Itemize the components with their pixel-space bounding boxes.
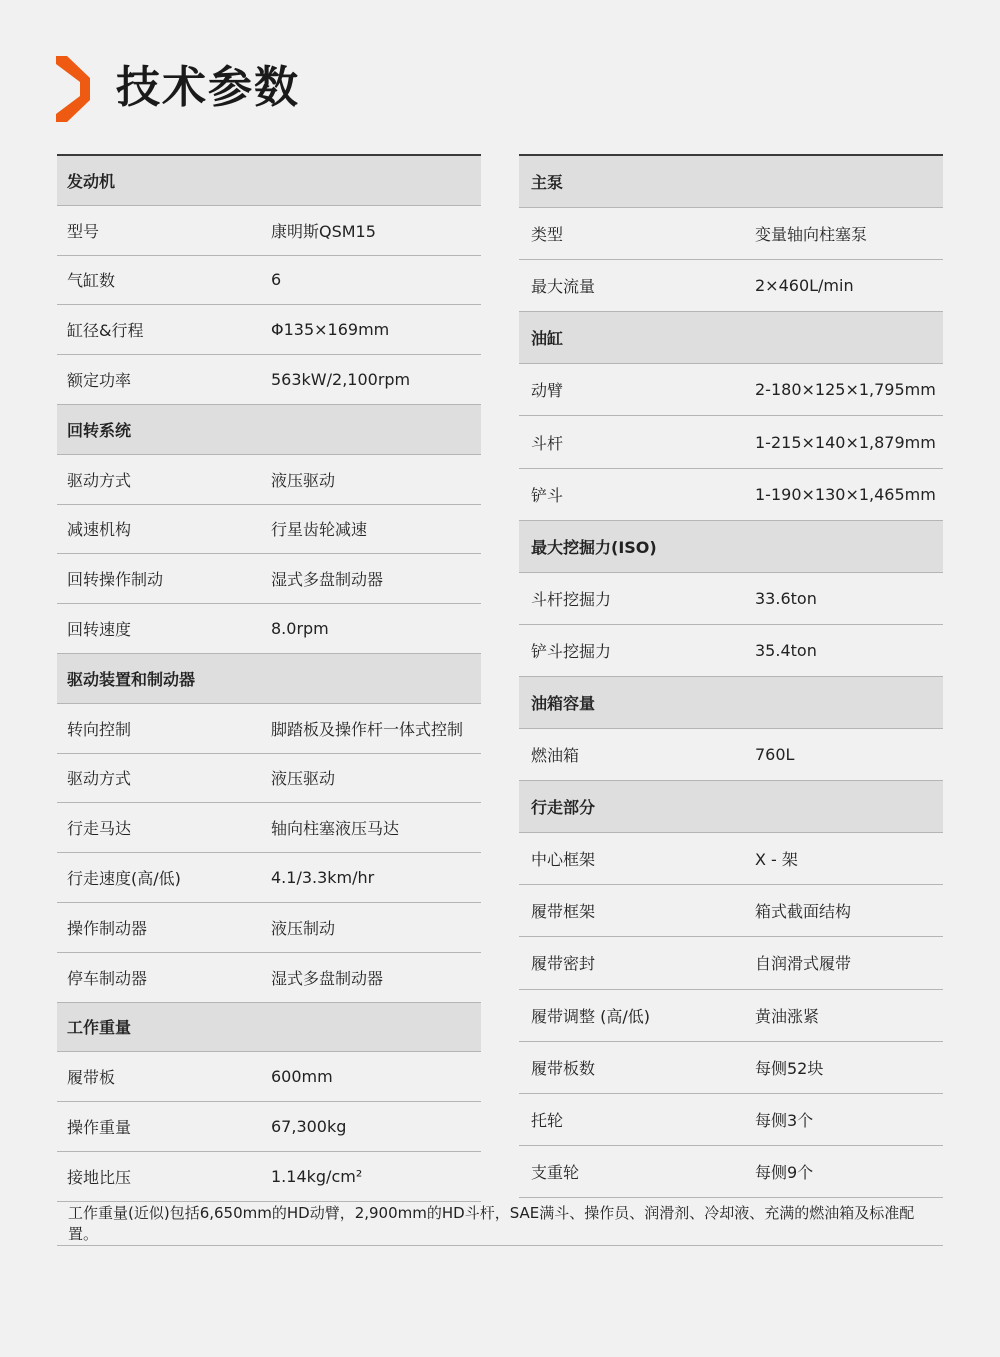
spec-value: 每侧52块 — [755, 1058, 824, 1078]
spec-label: 燃油箱 — [531, 746, 580, 766]
section-header — [57, 405, 481, 455]
section-title: 油箱容量 — [531, 693, 596, 713]
section-title: 最大挖掘力(ISO) — [531, 537, 657, 557]
spec-label: 履带密封 — [531, 954, 596, 974]
spec-row — [519, 469, 943, 521]
spec-value: 湿式多盘制动器 — [271, 570, 384, 590]
spec-row — [519, 416, 943, 468]
spec-label: 操作重量 — [67, 1118, 132, 1138]
spec-value: 箱式截面结构 — [755, 902, 852, 922]
spec-label: 行走马达 — [67, 819, 132, 839]
spec-label: 履带板数 — [531, 1058, 596, 1078]
spec-row — [57, 604, 481, 654]
spec-value: 760L — [755, 745, 795, 765]
spec-row — [57, 853, 481, 903]
spec-value: 液压驱动 — [271, 470, 336, 490]
spec-label: 类型 — [531, 225, 564, 245]
spec-value: 每侧9个 — [755, 1162, 814, 1182]
spec-row — [57, 803, 481, 853]
spec-label: 减速机构 — [67, 520, 132, 540]
section-title: 行走部分 — [531, 798, 596, 818]
spec-value: 行星齿轮减速 — [271, 520, 368, 540]
spec-row — [519, 990, 943, 1042]
spec-value: 563kW/2,100rpm — [271, 370, 411, 390]
spec-row — [57, 754, 481, 804]
spec-label: 铲斗 — [531, 485, 564, 505]
spec-label: 履带调整 (高/低) — [531, 1006, 650, 1026]
spec-value: 33.6ton — [755, 588, 817, 608]
spec-value: 液压制动 — [271, 918, 336, 938]
section-title: 油缸 — [531, 329, 564, 349]
spec-row — [57, 554, 481, 604]
spec-row — [57, 505, 481, 555]
spec-label: 履带框架 — [531, 902, 596, 922]
spec-label: 回转速度 — [67, 620, 132, 640]
spec-label: 额定功率 — [67, 371, 132, 391]
spec-value: 自润滑式履带 — [755, 954, 852, 974]
spec-row — [57, 455, 481, 505]
spec-label: 最大流量 — [531, 277, 596, 297]
spec-label: 支重轮 — [531, 1162, 580, 1182]
section-header — [519, 677, 943, 729]
spec-value: Φ135×169mm — [271, 320, 390, 340]
section-title: 发动机 — [67, 171, 116, 191]
spec-row — [57, 953, 481, 1003]
spec-row — [519, 208, 943, 260]
left-spec-table — [57, 154, 481, 1202]
spec-label: 转向控制 — [67, 719, 132, 739]
spec-value: 1.14kg/cm² — [271, 1166, 363, 1186]
spec-row — [519, 260, 943, 312]
spec-row — [519, 1094, 943, 1146]
spec-value: 轴向柱塞液压马达 — [271, 819, 400, 839]
section-header — [519, 521, 943, 573]
spec-value: 黄油涨紧 — [755, 1006, 820, 1026]
spec-value: 35.4ton — [755, 640, 817, 660]
spec-value: 脚踏板及操作杆一体式控制 — [271, 719, 464, 739]
section-header — [519, 781, 943, 833]
spec-row — [519, 729, 943, 781]
spec-label: 铲斗挖掘力 — [531, 641, 612, 661]
spec-value: 液压驱动 — [271, 769, 336, 789]
spec-value: 6 — [271, 270, 282, 290]
spec-row — [519, 625, 943, 677]
spec-row — [519, 1042, 943, 1094]
spec-value: 8.0rpm — [271, 619, 329, 639]
spec-row — [519, 833, 943, 885]
spec-label: 气缸数 — [67, 271, 116, 291]
spec-row — [57, 206, 481, 256]
spec-label: 接地比压 — [67, 1167, 132, 1187]
spec-label: 回转操作制动 — [67, 570, 164, 590]
spec-label: 托轮 — [531, 1110, 564, 1130]
section-header — [57, 156, 481, 206]
spec-value: 4.1/3.3km/hr — [271, 868, 375, 888]
spec-row — [57, 355, 481, 405]
footnote: 工作重量(近似)包括6,650mm的HD动臂，2,900mm的HD斗杆，SAE满斗、操作员、润滑剂、冷却液、充满的燃油箱及标准配置。 — [57, 1200, 943, 1246]
spec-row — [57, 704, 481, 754]
spec-value: 2×460L/min — [755, 276, 854, 296]
section-header — [519, 156, 943, 208]
spec-value: 67,300kg — [271, 1117, 347, 1137]
spec-row — [519, 573, 943, 625]
spec-value: 湿式多盘制动器 — [271, 968, 384, 988]
section-title: 回转系统 — [67, 420, 132, 440]
spec-label: 驱动方式 — [67, 769, 132, 789]
spec-label: 中心框架 — [531, 850, 596, 870]
spec-row — [519, 1146, 943, 1198]
spec-label: 操作制动器 — [67, 918, 148, 938]
spec-row — [57, 1152, 481, 1202]
spec-label: 履带板 — [67, 1068, 116, 1088]
spec-value: X - 架 — [755, 850, 798, 870]
page-header — [56, 56, 656, 122]
right-spec-table — [519, 154, 943, 1198]
spec-value: 每侧3个 — [755, 1110, 814, 1130]
spec-row — [57, 903, 481, 953]
section-header — [57, 654, 481, 704]
spec-label: 动臂 — [531, 381, 564, 401]
spec-row — [57, 256, 481, 306]
spec-row — [519, 937, 943, 989]
spec-label: 斗杆 — [531, 433, 564, 453]
spec-row — [519, 885, 943, 937]
spec-label: 停车制动器 — [67, 968, 148, 988]
spec-value: 2-180×125×1,795mm — [755, 380, 936, 400]
spec-row — [57, 305, 481, 355]
spec-value: 康明斯QSM15 — [271, 221, 376, 241]
spec-label: 驱动方式 — [67, 470, 132, 490]
section-title: 主泵 — [531, 173, 564, 193]
spec-value: 600mm — [271, 1067, 333, 1087]
spec-label: 行走速度(高/低) — [67, 869, 181, 889]
spec-value: 1-215×140×1,879mm — [755, 432, 936, 452]
section-header — [519, 312, 943, 364]
bracket-logo-icon — [56, 56, 92, 122]
section-title: 驱动装置和制动器 — [67, 669, 196, 689]
spec-row — [519, 364, 943, 416]
spec-label: 型号 — [67, 221, 100, 241]
spec-row — [57, 1102, 481, 1152]
page-title: 技术参数 — [116, 62, 300, 113]
spec-row — [57, 1052, 481, 1102]
section-header — [57, 1003, 481, 1053]
spec-label: 斗杆挖掘力 — [531, 589, 612, 609]
spec-label: 缸径&行程 — [67, 321, 144, 341]
spec-value: 1-190×130×1,465mm — [755, 484, 936, 504]
spec-value: 变量轴向柱塞泵 — [755, 225, 868, 245]
section-title: 工作重量 — [67, 1018, 132, 1038]
